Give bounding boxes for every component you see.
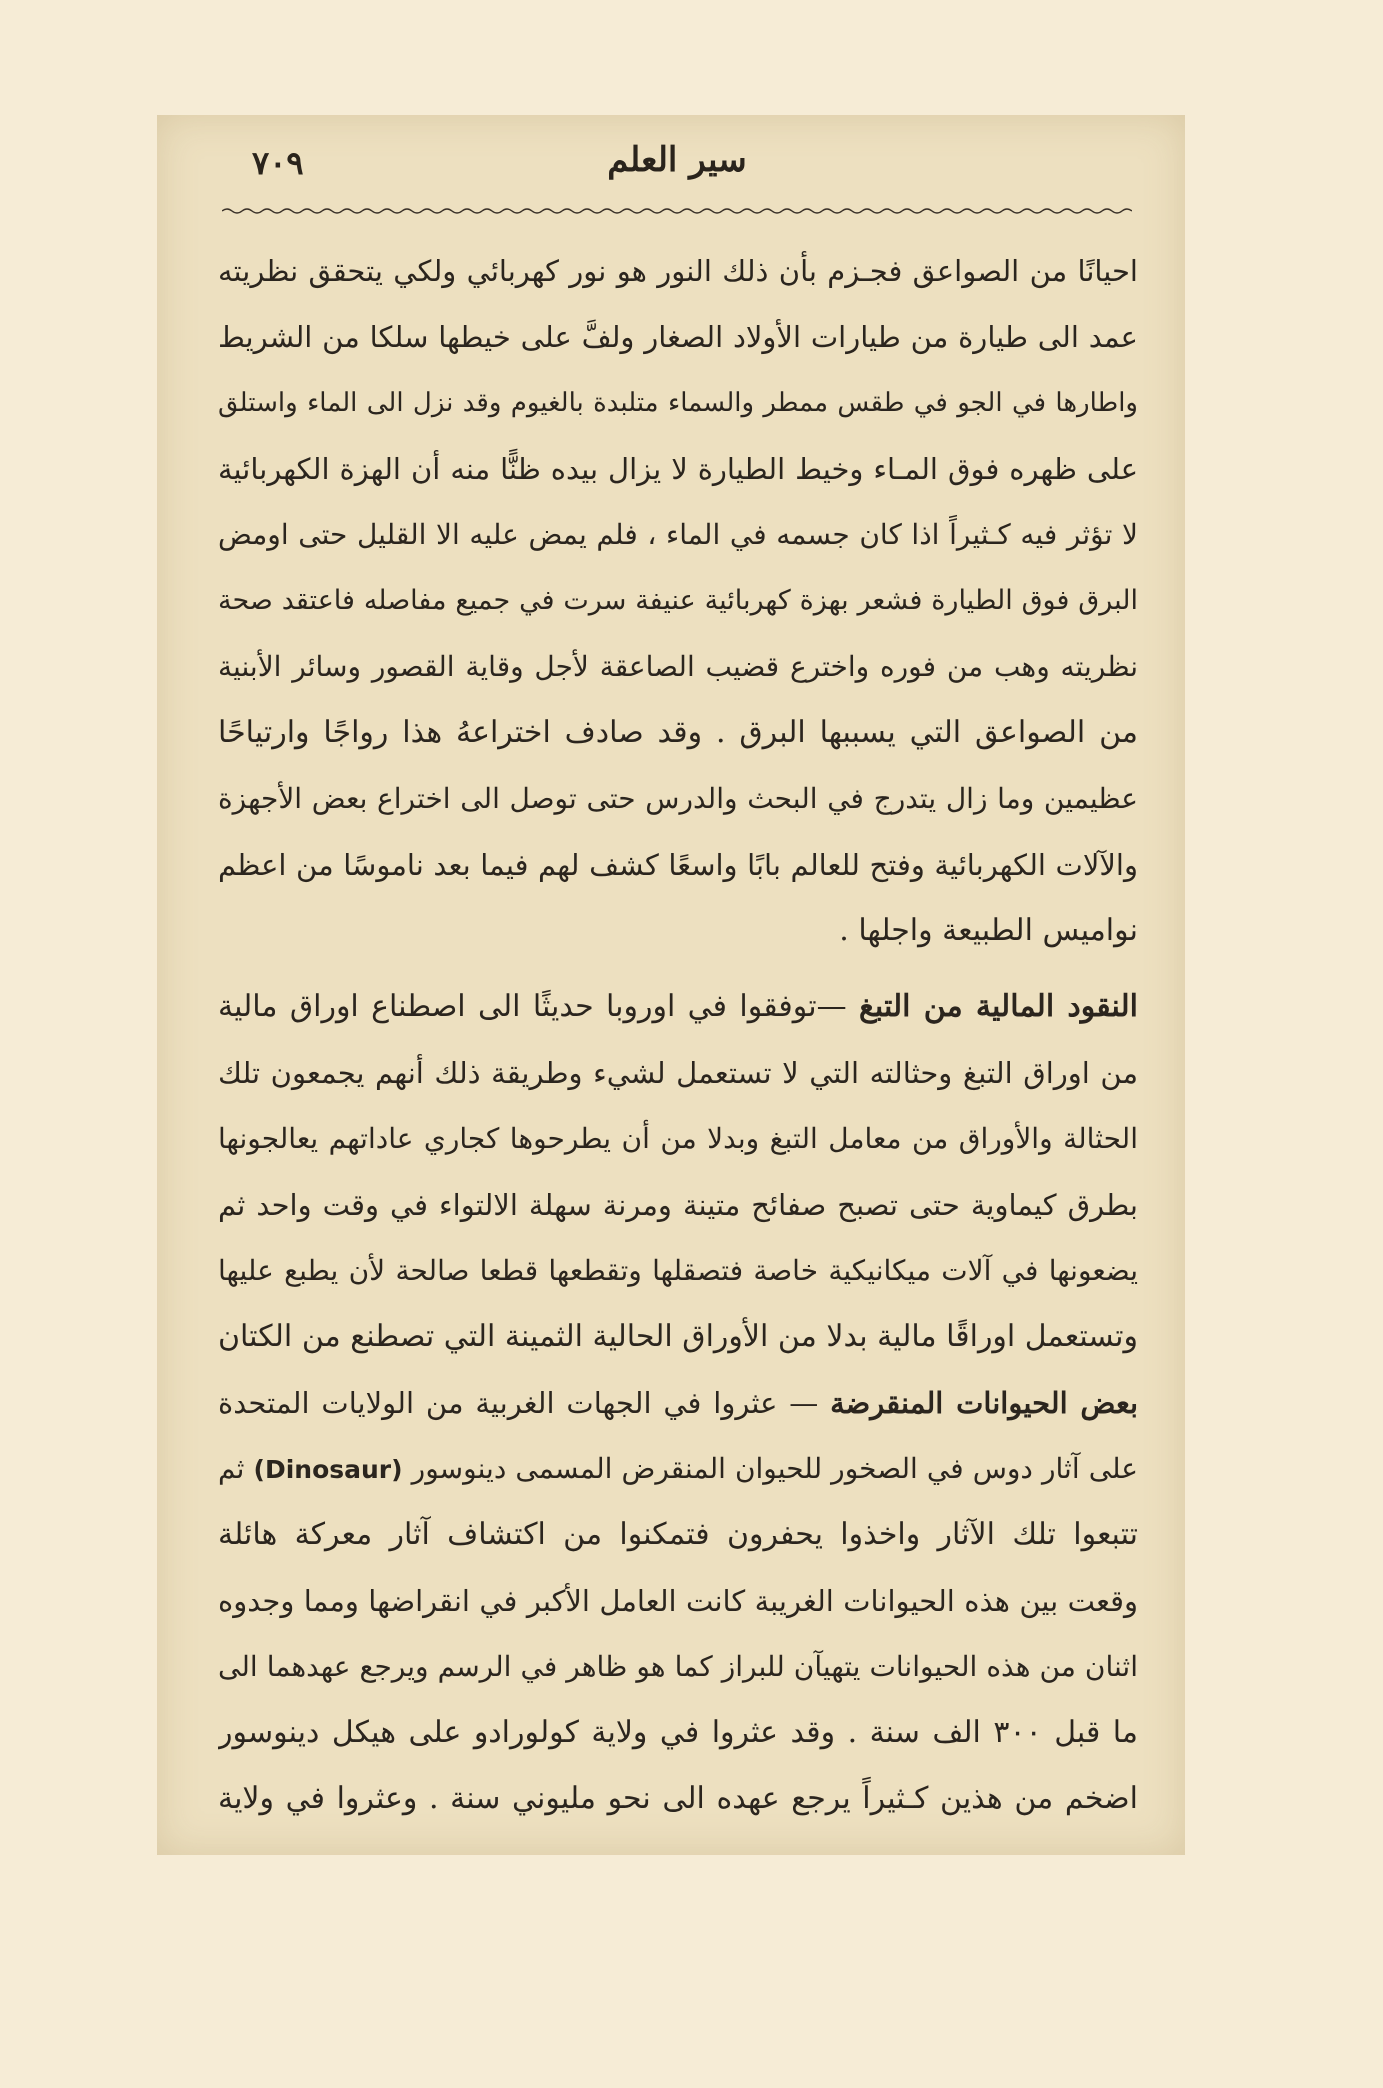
body-line: تتبعوا تلك الآثار واخذوا يحفرون فتمكنوا من اكتشاف آثار معركة هائلة [218,1517,1138,1552]
body-line: احيانًا من الصواعق فجـزم بأن ذلك النور هو نور كهربائي ولكي يتحقق نظريته [218,254,1138,288]
section-heading-tobacco: النقود المالية من التبغ [858,989,1138,1024]
body-line: عمد الى طيارة من طيارات الأولاد الصغار ولفَّ على خيطها سلكا من الشريط [218,320,1138,354]
header-rule [222,206,1132,216]
body-line: ما قبل ٣٠٠ الف سنة . وقد عثروا في ولاية كولورادو على هيكل دينوسور [218,1715,1138,1750]
body-line: وقعت بين هذه الحيوانات الغريبة كانت العامل الأكبر في انقراضها ومما وجدوه [218,1584,1138,1618]
body-line-fragment: —توفقوا في اوروبا حديثًا الى اصطناع اوراق مالية [218,989,847,1024]
body-line: يضعونها في آلات ميكانيكية خاصة فتصقلها وتقطعها قطعا صالحة لأن يطبع عليها [218,1254,1138,1287]
body-line-fragment: — عثروا في الجهات الغربية من الولايات المتحدة [218,1386,819,1420]
running-title: سير العلم [607,140,747,180]
article-body [218,238,1138,1832]
latin-term: (Dinosaur) [253,1455,403,1484]
section-heading-dinosaur: بعض الحيوانات المنقرضة [830,1386,1138,1420]
body-line: والآلات الكهربائية وفتح للعالم بابًا واسعًا كشف لهم فيما بعد ناموسًا من اعظم [218,848,1138,882]
body-line-fragment: ثم [218,1452,245,1485]
body-line: عظيمين وما زال يتدرج في البحث والدرس حتى توصل الى اختراع بعض الأجهزة [218,782,1138,815]
body-line: نظريته وهب من فوره واخترع قضيب الصاعقة لأجل وقاية القصور وسائر الأبنية [218,650,1138,683]
body-line: اضخم من هذين كـثيراً يرجع عهده الى نحو مليوني سنة . وعثروا في ولاية [218,1781,1138,1816]
body-line-with-latin [218,1436,1138,1502]
body-line: لا تؤثر فيه كـثيراً اذا كان جسمه في الماء ، فلم يمض عليه الا القليل حتى اومض [218,518,1138,551]
body-line: نواميس الطبيعة واجلها . [839,913,1138,948]
section-tobacco-first-line [218,974,1138,1040]
body-line: الحثالة والأوراق من معامل التبغ وبدلا من أن يطرحوها كجاري عاداتهم يعالجونها [218,1122,1138,1155]
body-line: البرق فوق الطيارة فشعر بهزة كهربائية عنيفة سرت في جميع مفاصله فاعتقد صحة [218,585,1138,616]
body-line: واطارها في الجو في طقس ممطر والسماء متلبدة بالغيوم وقد نزل الى الماء واستلق [218,388,1138,418]
body-line: من اوراق التبغ وحثالته التي لا تستعمل لشيء وطريقة ذلك أنهم يجمعون تلك [218,1056,1138,1090]
body-line: اثنان من هذه الحيوانات يتهيآن للبراز كما هو ظاهر في الرسم ويرجع عهدهما الى [218,1650,1138,1683]
body-line: على ظهره فوق المـاء وخيط الطيارة لا يزال بيده ظنًّا منه أن الهزة الكهربائية [218,452,1138,486]
body-line: من الصواعق التي يسببها البرق . وقد صادف اختراعهُ هذا رواجًا وارتياحًا [218,715,1138,750]
body-line: وتستعمل اوراقًا مالية بدلا من الأوراق الحالية الثمينة التي تصطنع من الكتان [218,1319,1138,1354]
body-line: بطرق كيماوية حتى تصبح صفائح متينة ومرنة سهلة الالتواء في وقت واحد ثم [218,1188,1138,1222]
section-dinosaur-first-line [218,1370,1138,1436]
page-number: ٧٠٩ [252,144,304,182]
body-line-fragment: على آثار دوس في الصخور للحيوان المنقرض المسمى دينوسور [411,1452,1138,1485]
page-header [222,140,1132,200]
